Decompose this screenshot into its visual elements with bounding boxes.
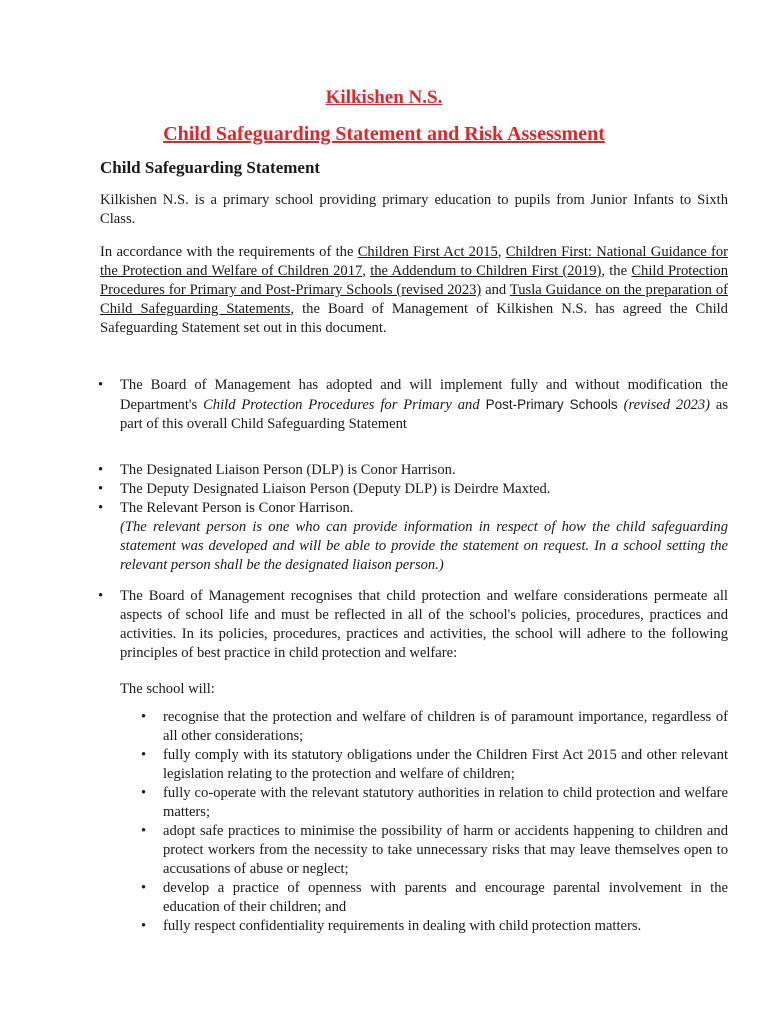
adopted-list (98, 376, 729, 434)
bullet-icon: • (141, 823, 147, 839)
text: , the (601, 263, 632, 279)
bullet-icon: • (141, 785, 147, 801)
ref-addendum: the Addendum to Children First (2019) (370, 263, 602, 279)
text: as part of this overall Child Safeguarding Statement (120, 397, 729, 432)
list-item (98, 499, 728, 575)
list-item (141, 746, 728, 784)
bullet-icon: • (98, 377, 104, 393)
text: (revised 2023) (623, 397, 710, 413)
bullet-icon: • (141, 880, 147, 896)
text: The Relevant Person is Conor Harrison. (120, 500, 354, 516)
ref-children-first-act: Children First Act 2015 (357, 244, 498, 260)
list-item (98, 376, 729, 434)
text: The Board of Management recognises that child protection and welfare considerations permeate all aspects of school life and must be reflected in all of the school's policies, procedures, practices and activities. In its policies, procedures, practices and activities, the school will adhere to the following principles of best practice in child protection and welfare: (120, 588, 728, 661)
text: The Deputy Designated Liaison Person (Deputy DLP) is Deirdre Maxted. (120, 481, 551, 497)
bullet-icon: • (141, 747, 147, 763)
ref-procedures: Child Protection Procedures for Primary and Post-Primary Schools (revised 2023) (100, 263, 728, 298)
text: fully co-operate with the relevant statutory authorities in relation to child protection and welfare matters; (163, 785, 728, 820)
ref-national-guidance: Children First: National Guidance for the Protection and Welfare of Children 2017 (100, 244, 728, 279)
bullet-icon: • (98, 481, 104, 497)
text: , (497, 244, 506, 260)
list-item (141, 879, 728, 917)
principles-list (141, 708, 728, 936)
bullet-icon: • (98, 588, 104, 604)
text: Post-Primary Schools (479, 397, 624, 412)
relevant-person-note: (The relevant person is one who can provide information in respect of how the child safeguarding statement was developed and will be able to provide the statement on request. In a school setting the relevant person shall be the designated liaison person.) (120, 519, 728, 573)
list-item (141, 784, 728, 822)
list-item (141, 822, 728, 879)
list-item (141, 708, 728, 746)
text: In accordance with the requirements of the (100, 244, 358, 260)
text: Child Protection Procedures for Primary and (203, 397, 480, 413)
persons-list (98, 461, 728, 575)
intro-paragraph: Kilkishen N.S. is a primary school providing primary education to pupils from Junior Infants to Sixth Class. (100, 192, 728, 227)
text: fully comply with its statutory obligations under the Children First Act 2015 and other relevant legislation relating to the protection and welfare of children; (163, 747, 728, 782)
bullet-icon: • (98, 500, 104, 516)
list-item (141, 917, 728, 936)
accordance-paragraph (100, 243, 728, 338)
text: adopt safe practices to minimise the possibility of harm or accidents happening to children and protect workers from the necessity to take unnecessary risks that may leave themselves open to accusations of abuse or neglect; (163, 823, 728, 877)
section-heading: Child Safeguarding Statement (100, 158, 321, 177)
list-item (98, 461, 728, 480)
school-will-label: The school will: (120, 681, 215, 697)
text: The Designated Liaison Person (DLP) is Conor Harrison. (120, 462, 456, 478)
text: , the Board of Management of Kilkishen N.S. has agreed the Child Safeguarding Statement set out in this document. (100, 301, 728, 336)
list-item (98, 480, 728, 499)
document-title: Child Safeguarding Statement and Risk Assessment (163, 123, 605, 145)
school-title: Kilkishen N.S. (325, 87, 443, 108)
text: The Board of Management has adopted and will implement fully and without modification the Department's (120, 377, 728, 413)
bullet-icon: • (141, 918, 147, 934)
ref-tusla-guidance: Tusla Guidance on the preparation of Child Safeguarding Statements (100, 282, 728, 317)
text: , (362, 263, 371, 279)
text: develop a practice of openness with parents and encourage parental involvement in the education of their children; and (163, 880, 728, 915)
recognises-list (98, 587, 728, 663)
bullet-icon: • (98, 462, 104, 478)
text: and (481, 282, 510, 298)
bullet-icon: • (141, 709, 147, 725)
list-item (98, 587, 728, 663)
text: fully respect confidentiality requirements in dealing with child protection matters. (163, 918, 642, 934)
text: recognise that the protection and welfare of children is of paramount importance, regardless of all other considerations; (163, 709, 728, 744)
